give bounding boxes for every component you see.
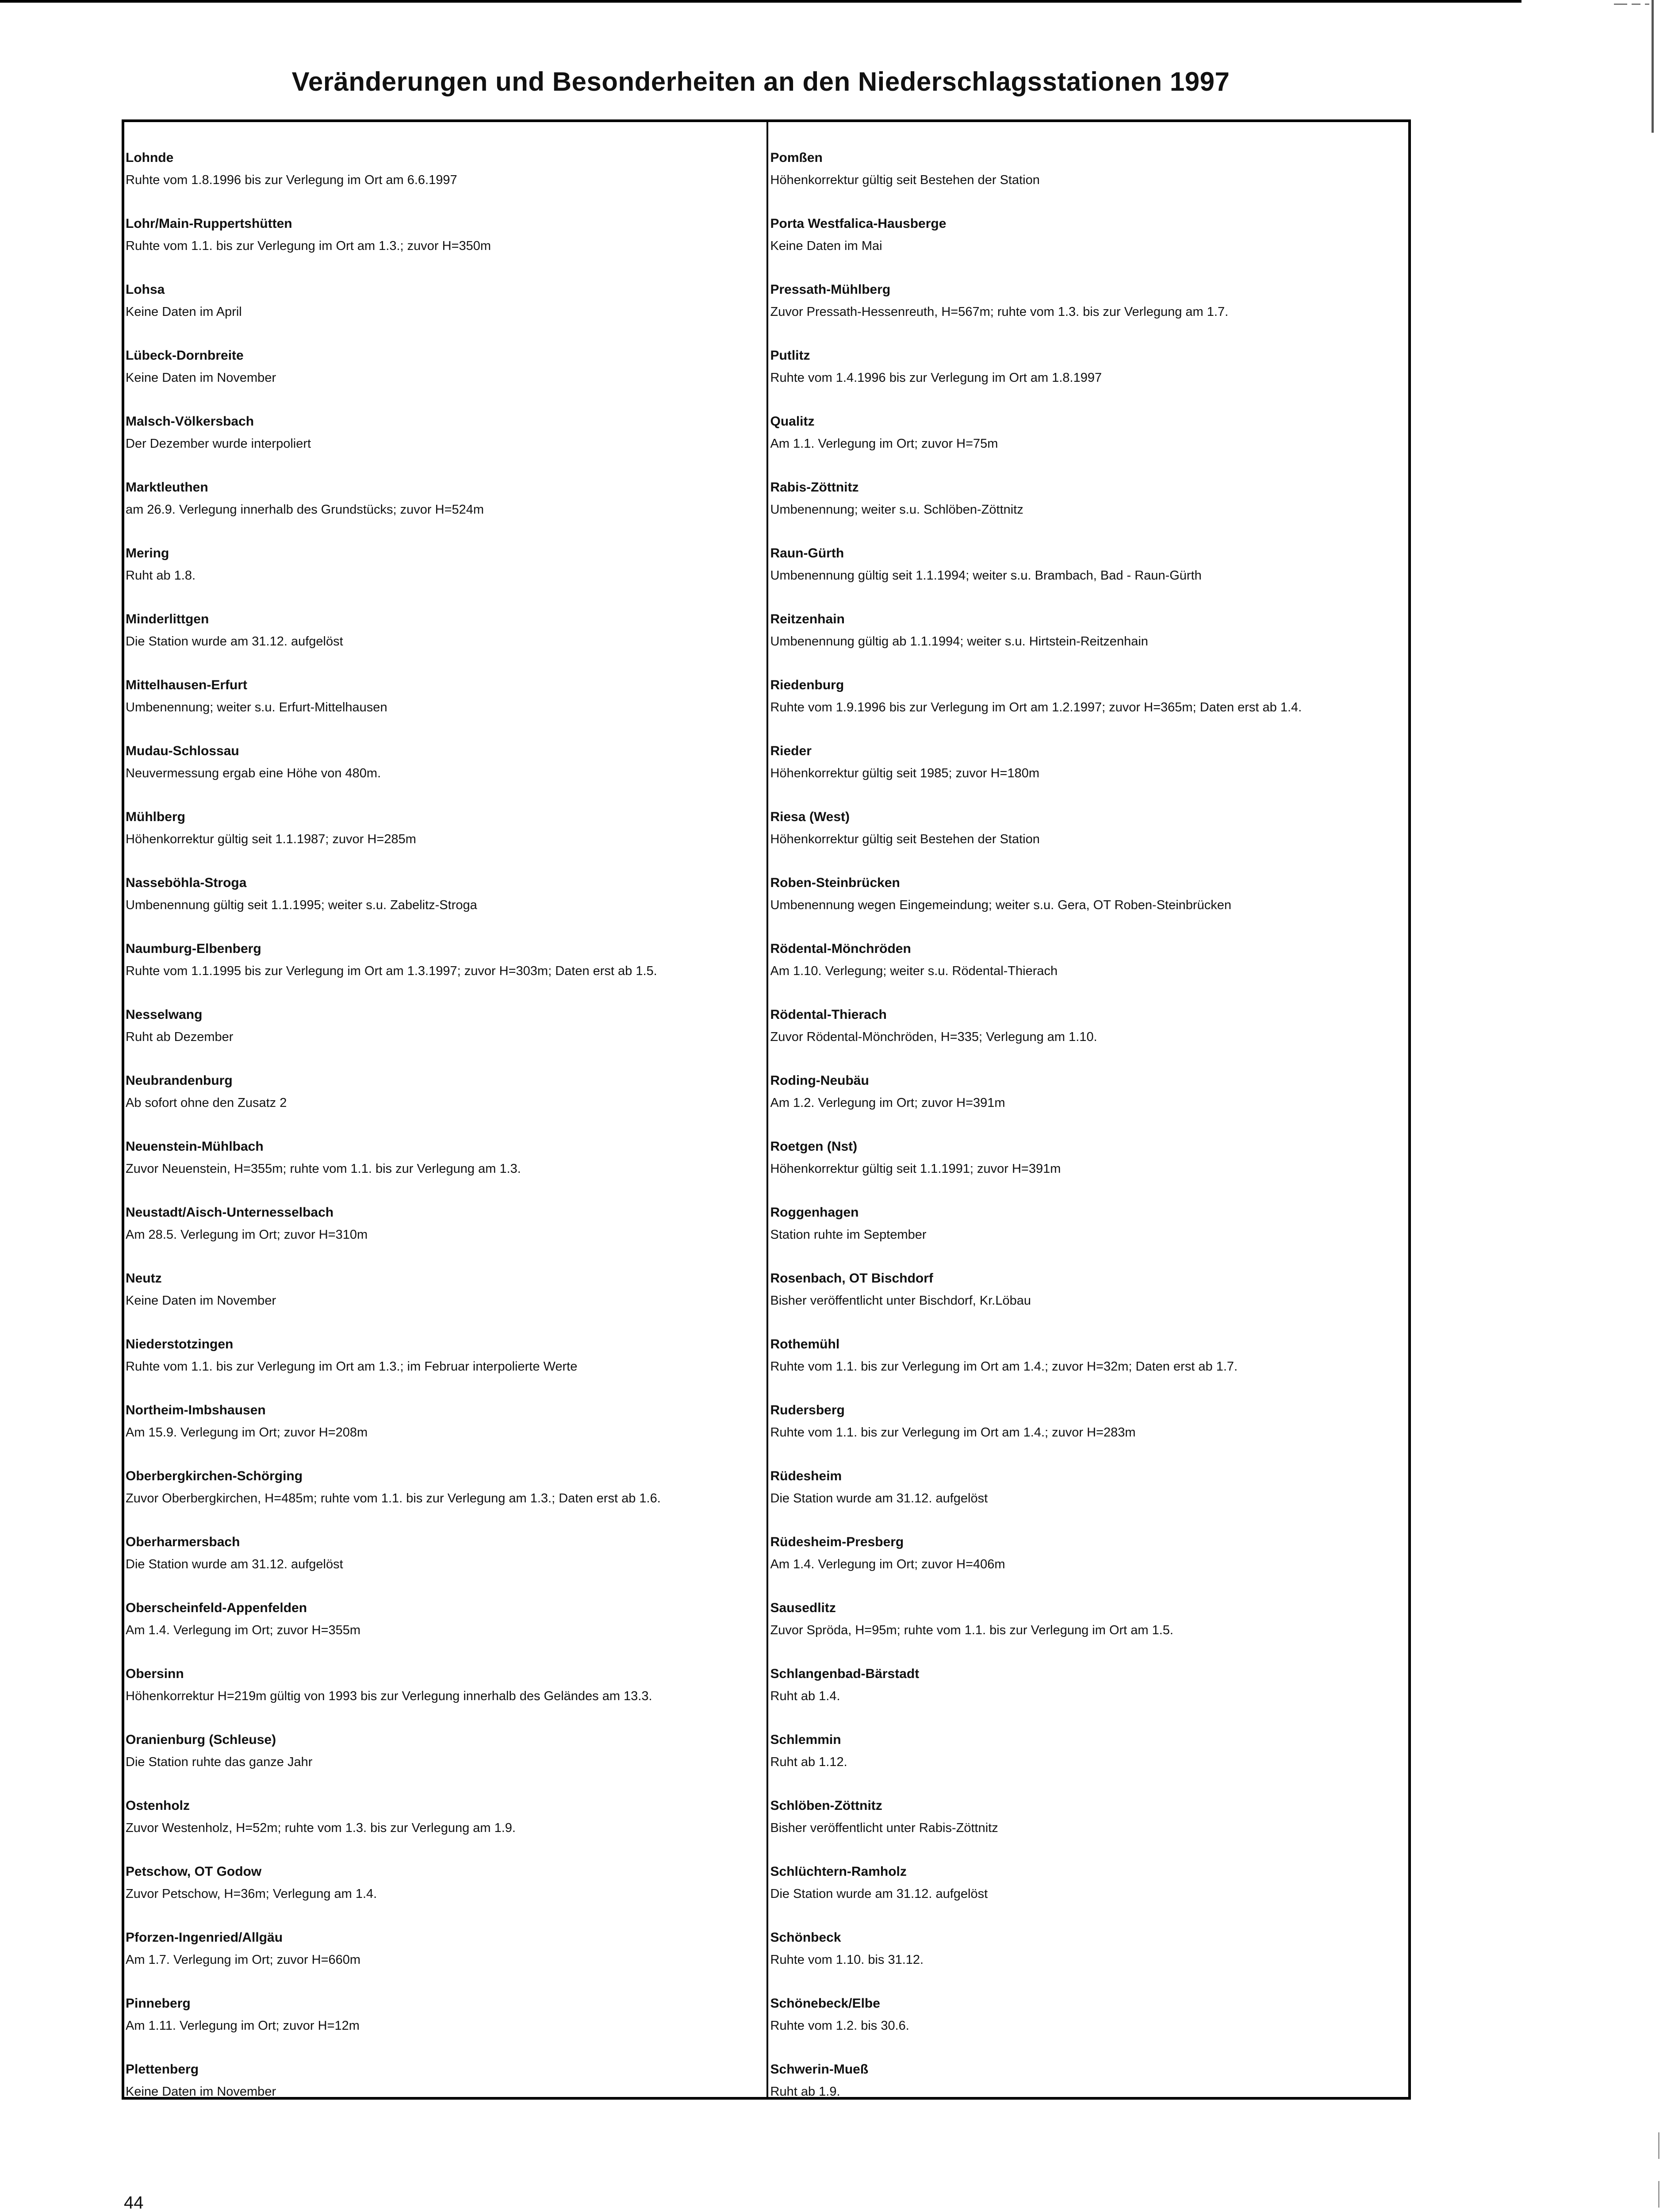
page-title: Veränderungen und Besonderheiten an den Niederschlagsstationen 1997 [291,67,1230,96]
station-note: Zuvor Oberbergkirchen, H=485m; ruhte vom 1.1. bis zur Verlegung am 1.3.; Daten erst ab 1.6. [126,1491,661,1505]
station-entry [770,941,1391,1006]
station-name: Neutz [126,1271,162,1286]
station-name: Sausedlitz [770,1601,836,1615]
station-entry [770,1270,1391,1336]
station-note: Zuvor Pressath-Hessenreuth, H=567m; ruhte vom 1.3. bis zur Verlegung am 1.7. [770,305,1229,319]
station-note: Ruhte vom 1.1. bis zur Verlegung im Ort am 1.4.; zuvor H=32m; Daten erst ab 1.7. [770,1359,1238,1374]
station-note: Die Station wurde am 31.12. aufgelöst [770,1887,988,1901]
station-note: Keine Daten im Mai [770,239,882,253]
station-note: Ruhte vom 1.1. bis zur Verlegung im Ort am 1.4.; zuvor H=283m [770,1425,1136,1440]
station-entry [126,1468,749,1534]
station-entry [126,1995,749,2061]
station-name: Rüdesheim-Presberg [770,1535,904,1549]
station-note: Ab sofort ohne den Zusatz 2 [126,1096,287,1110]
station-name: Nasseböhla-Stroga [126,876,247,890]
station-name: Schlöben-Zöttnitz [770,1798,882,1813]
left-column [124,122,766,2097]
station-name: Schlangenbad-Bärstadt [770,1667,920,1681]
station-note: Ruhte vom 1.8.1996 bis zur Verlegung im Ort am 6.6.1997 [126,173,457,187]
station-name: Neubrandenburg [126,1073,233,1088]
station-note: Ruht ab 1.9. [770,2085,840,2099]
station-entry [770,150,1391,215]
scan-edge-dash [1632,4,1640,5]
station-name: Mittelhausen-Erfurt [126,678,248,692]
station-name: Lübeck-Dornbreite [126,348,244,363]
top-rule [0,0,1521,3]
scan-edge-tick [1658,2181,1659,2208]
station-name: Roggenhagen [770,1205,859,1220]
station-note: Am 1.2. Verlegung im Ort; zuvor H=391m [770,1096,1005,1110]
station-entry [126,1929,749,1995]
station-entry [770,809,1391,875]
station-note: Ruhte vom 1.9.1996 bis zur Verlegung im Ort am 1.2.1997; zuvor H=365m; Daten erst ab 1.4. [770,700,1302,714]
station-name: Northeim-Imbshausen [126,1403,266,1417]
station-entry [770,1666,1391,1732]
station-entry [126,1797,749,1863]
station-entry [770,545,1391,611]
station-entry [126,809,749,875]
station-name: Pinneberg [126,1996,191,2011]
station-note: Keine Daten im November [126,2085,276,2099]
station-entry [770,1336,1391,1402]
station-note: Umbenennung gültig seit 1.1.1995; weiter s.u. Zabelitz-Stroga [126,898,477,912]
station-name: Ostenholz [126,1798,190,1813]
station-note: Bisher veröffentlicht unter Rabis-Zöttnitz [770,1821,998,1835]
station-note: Höhenkorrektur gültig seit 1985; zuvor H=180m [770,766,1040,780]
station-note: Keine Daten im April [126,305,242,319]
station-note: Zuvor Spröda, H=95m; ruhte vom 1.1. bis zur Verlegung im Ort am 1.5. [770,1623,1173,1637]
station-note: Ruhte vom 1.2. bis 30.6. [770,2019,909,2033]
station-note: Höhenkorrektur gültig seit 1.1.1991; zuvor H=391m [770,1162,1061,1176]
station-name: Nesselwang [126,1007,203,1022]
station-entry [770,1138,1391,1204]
station-name: Niederstotzingen [126,1337,234,1352]
station-note: Bisher veröffentlicht unter Bischdorf, Kr.Löbau [770,1294,1031,1308]
station-name: Rosenbach, OT Bischdorf [770,1271,933,1286]
station-name: Mering [126,546,169,561]
station-entry [770,1732,1391,1797]
station-note: Zuvor Westenholz, H=52m; ruhte vom 1.3. bis zur Verlegung am 1.9. [126,1821,516,1835]
station-entry [770,1072,1391,1138]
station-entry [126,743,749,809]
station-entry [126,1204,749,1270]
station-entry [126,1006,749,1072]
station-note: Ruhte vom 1.1. bis zur Verlegung im Ort am 1.3.; zuvor H=350m [126,239,491,253]
station-entry [770,1600,1391,1666]
station-note: Die Station wurde am 31.12. aufgelöst [126,1557,343,1571]
station-entry [770,413,1391,479]
station-note: am 26.9. Verlegung innerhalb des Grundstücks; zuvor H=524m [126,503,484,517]
station-name: Rüdesheim [770,1469,842,1483]
station-entry [770,1929,1391,1995]
station-name: Rabis-Zöttnitz [770,480,859,495]
station-note: Ruhte vom 1.4.1996 bis zur Verlegung im Ort am 1.8.1997 [770,371,1102,385]
station-note: Am 1.4. Verlegung im Ort; zuvor H=355m [126,1623,361,1637]
station-note: Keine Daten im November [126,1294,276,1308]
station-note: Ruhte vom 1.1. bis zur Verlegung im Ort am 1.3.; im Februar interpolierte Werte [126,1359,578,1374]
station-entry [770,1797,1391,1863]
station-entry [770,875,1391,941]
station-note: Höhenkorrektur gültig seit Bestehen der Station [770,173,1040,187]
station-name: Riesa (West) [770,810,850,824]
station-note: Umbenennung; weiter s.u. Schlöben-Zöttnitz [770,503,1023,517]
station-entry [126,2061,749,2127]
station-name: Pomßen [770,150,823,165]
station-entry [126,1138,749,1204]
station-note: Am 1.7. Verlegung im Ort; zuvor H=660m [126,1953,361,1967]
station-note: Höhenkorrektur H=219m gültig von 1993 bis zur Verlegung innerhalb des Geländes am 13.3. [126,1689,652,1703]
station-note: Zuvor Neuenstein, H=355m; ruhte vom 1.1. bis zur Verlegung am 1.3. [126,1162,521,1176]
station-name: Oberbergkirchen-Schörging [126,1469,303,1483]
station-entry [770,215,1391,281]
station-note: Ruht ab 1.8. [126,568,195,583]
station-table [122,119,1411,2100]
station-note: Am 15.9. Verlegung im Ort; zuvor H=208m [126,1425,368,1440]
station-note: Am 1.1. Verlegung im Ort; zuvor H=75m [770,437,998,451]
station-entry [126,875,749,941]
station-entry [770,281,1391,347]
station-entry [126,611,749,677]
station-name: Roding-Neubäu [770,1073,869,1088]
station-name: Lohnde [126,150,174,165]
station-name: Plettenberg [126,2062,199,2077]
station-name: Neuenstein-Mühlbach [126,1139,264,1154]
station-entry [126,1270,749,1336]
station-note: Höhenkorrektur gültig seit 1.1.1987; zuvor H=285m [126,832,416,846]
station-name: Schwerin-Mueß [770,2062,869,2077]
station-note: Umbenennung gültig ab 1.1.1994; weiter s.u. Hirtstein-Reitzenhain [770,634,1148,649]
page-number: 44 [124,2193,144,2212]
station-entry [126,1600,749,1666]
station-entry [126,413,749,479]
station-note: Zuvor Petschow, H=36m; Verlegung am 1.4. [126,1887,377,1901]
station-name: Lohr/Main-Ruppertshütten [126,216,292,231]
station-entry [770,1204,1391,1270]
station-note: Keine Daten im November [126,371,276,385]
station-name: Naumburg-Elbenberg [126,941,261,956]
station-note: Umbenennung wegen Eingemeindung; weiter s.u. Gera, OT Roben-Steinbrücken [770,898,1231,912]
station-entry [126,1666,749,1732]
station-note: Ruht ab Dezember [126,1030,234,1044]
station-entry [126,1402,749,1468]
station-name: Roetgen (Nst) [770,1139,858,1154]
station-note: Am 1.4. Verlegung im Ort; zuvor H=406m [770,1557,1005,1571]
station-entry [770,611,1391,677]
station-name: Minderlittgen [126,612,209,626]
station-name: Petschow, OT Godow [126,1864,262,1879]
station-name: Obersinn [126,1667,184,1681]
station-entry [770,1995,1391,2061]
station-name: Porta Westfalica-Hausberge [770,216,947,231]
station-note: Am 28.5. Verlegung im Ort; zuvor H=310m [126,1228,368,1242]
station-name: Rödental-Thierach [770,1007,887,1022]
scan-edge-dash [1614,4,1627,5]
station-entry [126,677,749,743]
station-name: Reitzenhain [770,612,845,626]
station-name: Roben-Steinbrücken [770,876,900,890]
station-entry [770,347,1391,413]
scan-edge-marks [1610,0,1667,2212]
scan-edge-line [1652,0,1654,133]
station-name: Schönebeck/Elbe [770,1996,880,2011]
station-name: Mudau-Schlossau [126,744,239,758]
station-name: Mühlberg [126,810,185,824]
station-name: Oranienburg (Schleuse) [126,1732,276,1747]
station-entry [126,479,749,545]
station-name: Putlitz [770,348,810,363]
station-entry [770,677,1391,743]
station-note: Ruhte vom 1.1.1995 bis zur Verlegung im Ort am 1.3.1997; zuvor H=303m; Daten erst ab 1.5. [126,964,657,978]
station-entry [126,1732,749,1797]
station-entry [126,347,749,413]
scan-edge-tick [1658,2132,1659,2159]
station-entry [126,1336,749,1402]
station-note: Ruht ab 1.12. [770,1755,847,1769]
station-name: Qualitz [770,414,815,429]
station-entry [126,545,749,611]
station-note: Die Station wurde am 31.12. aufgelöst [126,634,343,649]
station-note: Der Dezember wurde interpoliert [126,437,311,451]
station-note: Neuvermessung ergab eine Höhe von 480m. [126,766,381,780]
station-note: Umbenennung gültig seit 1.1.1994; weiter s.u. Brambach, Bad - Raun-Gürth [770,568,1202,583]
station-name: Lohsa [126,282,165,297]
scan-edge-dash [1645,4,1649,5]
station-entry [770,1863,1391,1929]
station-note: Ruhte vom 1.10. bis 31.12. [770,1953,924,1967]
station-entry [770,1402,1391,1468]
station-entry [126,1072,749,1138]
station-note: Am 1.10. Verlegung; weiter s.u. Rödental-Thierach [770,964,1058,978]
station-name: Schlüchtern-Ramholz [770,1864,907,1879]
station-note: Die Station wurde am 31.12. aufgelöst [770,1491,988,1505]
station-entry [770,743,1391,809]
right-column [766,122,1409,2097]
station-entry [126,215,749,281]
station-entry [126,1534,749,1600]
station-note: Höhenkorrektur gültig seit Bestehen der Station [770,832,1040,846]
station-name: Schlemmin [770,1732,841,1747]
station-name: Rothemühl [770,1337,840,1352]
station-name: Oberharmersbach [126,1535,240,1549]
station-name: Rudersberg [770,1403,845,1417]
station-entry [770,2061,1391,2127]
station-entry [770,479,1391,545]
station-note: Zuvor Rödental-Mönchröden, H=335; Verlegung am 1.10. [770,1030,1097,1044]
station-note: Umbenennung; weiter s.u. Erfurt-Mittelhausen [126,700,387,714]
station-entry [126,150,749,215]
station-entry [126,281,749,347]
station-name: Pforzen-Ingenried/Allgäu [126,1930,283,1945]
station-entry [126,941,749,1006]
station-name: Neustadt/Aisch-Unternesselbach [126,1205,334,1220]
station-name: Schönbeck [770,1930,841,1945]
station-entry [770,1468,1391,1534]
station-name: Rieder [770,744,812,758]
station-name: Marktleuthen [126,480,208,495]
station-note: Ruht ab 1.4. [770,1689,840,1703]
station-entry [770,1534,1391,1600]
station-name: Pressath-Mühlberg [770,282,891,297]
station-note: Station ruhte im September [770,1228,927,1242]
station-note: Am 1.11. Verlegung im Ort; zuvor H=12m [126,2019,360,2033]
station-entry [770,1006,1391,1072]
station-name: Oberscheinfeld-Appenfelden [126,1601,307,1615]
station-name: Rödental-Mönchröden [770,941,911,956]
station-note: Die Station ruhte das ganze Jahr [126,1755,313,1769]
station-name: Riedenburg [770,678,844,692]
station-name: Malsch-Völkersbach [126,414,254,429]
station-entry [126,1863,749,1929]
station-name: Raun-Gürth [770,546,844,561]
